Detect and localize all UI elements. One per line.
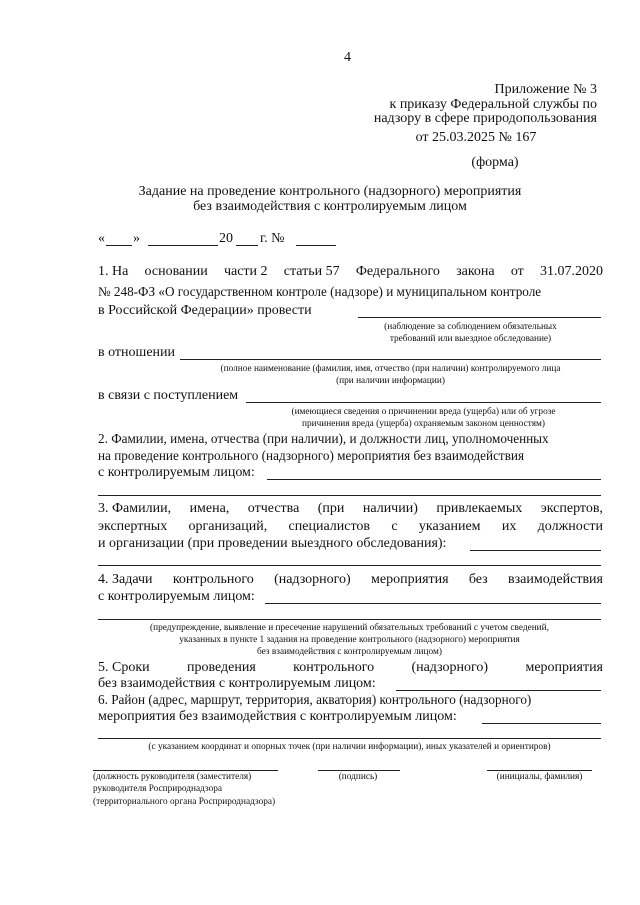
- item1-line-1: [98, 264, 603, 280]
- tasks-field[interactable]: [265, 603, 601, 604]
- number-field[interactable]: [296, 245, 336, 246]
- item3-word: имена,: [189, 501, 230, 516]
- area-field-extra[interactable]: [98, 738, 601, 739]
- item4-line-1: [98, 572, 603, 588]
- position-caption-2: руководителя Росприроднадзора: [93, 784, 222, 794]
- close-quote: »: [133, 231, 140, 246]
- item1-line-2: № 248-ФЗ «О государственном контроле (надзоре) и муниципальном контроле: [98, 284, 542, 299]
- item6-line-2: мероприятия без взаимодействия с контролируемым лицом:: [98, 709, 457, 724]
- hint-inspection-type-2: требований или выездное обследование): [389, 334, 552, 344]
- appendix-label: Приложение № 3: [494, 82, 597, 97]
- position-caption-1: (должность руководителя (заместителя): [93, 772, 252, 782]
- item5-word: мероприятия: [525, 660, 603, 675]
- item3-word: их: [501, 519, 517, 534]
- position-caption-3: (территориального органа Росприроднадзора): [93, 797, 276, 807]
- item4-word: мероприятия: [371, 572, 449, 587]
- hint-reason-1: (имеющиеся сведения о причинении вреда (ущерба) или об угрозе: [291, 407, 556, 417]
- hint-reason-2: причинения вреда (ущерба) охраняемым законом ценностям): [301, 419, 546, 429]
- item1-word: основании: [144, 264, 208, 279]
- item3-line-3: и организации (при проведении выездного обследования):: [98, 536, 447, 551]
- hint-inspection-type-1: (наблюдение за соблюдением обязательных: [384, 322, 557, 332]
- signature-field[interactable]: [318, 770, 400, 771]
- item6-line-1: 6. Район (адрес, маршрут, территория, акватория) контрольного (надзорного): [98, 692, 532, 707]
- order-line-2: надзору в сфере природопользования: [373, 111, 597, 126]
- authorized-persons-field-extra[interactable]: [98, 495, 601, 496]
- item2-line-2: на проведение контрольного (надзорного) мероприятия без взаимодействия: [98, 448, 525, 463]
- order-date: от 25.03.2025 № 167: [415, 130, 537, 145]
- item3-word: специалистов: [288, 519, 371, 534]
- item3-word: организаций,: [188, 519, 268, 534]
- item3-line-2: [98, 519, 603, 535]
- month-field[interactable]: [148, 245, 218, 246]
- item5-word: проведения: [186, 660, 256, 675]
- item4-word: без: [468, 572, 488, 587]
- inspection-type-field[interactable]: [358, 317, 601, 318]
- item3-word: экспертов,: [540, 501, 603, 516]
- order-line-1: к приказу Федеральной службы по: [389, 97, 597, 112]
- item3-word: экспертных: [98, 519, 168, 534]
- item1-word: 31.07.2020: [540, 264, 603, 279]
- item3-word: (при: [317, 501, 345, 516]
- terms-field[interactable]: [396, 690, 601, 691]
- year-field[interactable]: [236, 245, 258, 246]
- item3-word: 3. Фамилии,: [98, 501, 172, 516]
- item4-word: взаимодействия: [507, 572, 603, 587]
- experts-field-extra[interactable]: [98, 565, 601, 566]
- area-field[interactable]: [482, 723, 601, 724]
- controlled-entity-field[interactable]: [180, 359, 601, 360]
- relation-label: в отношении: [98, 345, 176, 360]
- hint-entity-2: (при наличии информации): [336, 376, 445, 386]
- item3-word: отчества: [247, 501, 300, 516]
- document-title-line-1: Задание на проведение контрольного (надзорного) мероприятия: [138, 184, 522, 199]
- item1-word: статьи 57: [283, 264, 340, 279]
- item5-word: контрольного: [293, 660, 375, 675]
- position-field[interactable]: [93, 770, 278, 771]
- signature-caption: (подпись): [338, 772, 378, 782]
- item2-line-3: с контролируемым лицом:: [98, 465, 255, 480]
- name-caption: (инициалы, фамилия): [496, 772, 583, 782]
- number-label: г. №: [260, 231, 285, 246]
- item3-word: должности: [537, 519, 603, 534]
- item3-word: наличии): [362, 501, 418, 516]
- item3-word: привлекаемых: [436, 501, 523, 516]
- open-quote: «: [98, 231, 105, 246]
- item3-line-1: [98, 501, 603, 517]
- reason-field[interactable]: [246, 402, 601, 403]
- experts-field[interactable]: [470, 550, 601, 551]
- hint-tasks-1: (предупреждение, выявление и пресечение нарушений обязательных требований с учетом сведений,: [150, 623, 549, 633]
- item5-word: 5. Сроки: [98, 660, 150, 675]
- item4-word: 4. Задачи: [98, 572, 153, 587]
- item2-line-1: 2. Фамилии, имена, отчества (при наличии), и должности лиц, уполномоченных: [98, 431, 549, 446]
- hint-tasks-2: указанных в пункте 1 задания на проведение контрольного (надзорного) мероприятия: [179, 635, 520, 645]
- item1-word: Федерального: [355, 264, 440, 279]
- authorized-persons-field[interactable]: [267, 479, 601, 480]
- reason-label: в связи с поступлением: [98, 388, 239, 403]
- item5-word: (надзорного): [411, 660, 489, 675]
- item3-word: указанием: [418, 519, 481, 534]
- item1-word: части 2: [223, 264, 268, 279]
- item4-word: (надзорного): [274, 572, 351, 587]
- item5-line-1: [98, 660, 603, 676]
- item1-line-3: в Российской Федерации» провести: [98, 303, 312, 318]
- document-title-line-2: без взаимодействия с контролируемым лицом: [193, 199, 467, 214]
- item3-word: с: [391, 519, 398, 534]
- form-label: (форма): [471, 155, 519, 170]
- hint-tasks-3: без взаимодействия с контролируемым лицом): [257, 647, 442, 657]
- item1-word: от: [510, 264, 524, 279]
- item5-line-2: без взаимодействия с контролируемым лицом:: [98, 676, 376, 691]
- item4-word: контрольного: [172, 572, 254, 587]
- day-field[interactable]: [106, 245, 132, 246]
- hint-area: (с указанием координат и опорных точек (при наличии информации), иных указателей и ориентиров): [148, 742, 551, 752]
- name-field[interactable]: [487, 770, 592, 771]
- tasks-field-extra[interactable]: [98, 619, 601, 620]
- item1-word: 1. На: [98, 264, 129, 279]
- year-prefix: 20: [219, 231, 233, 246]
- hint-entity-1: (полное наименование (фамилия, имя, отчество (при наличии) контролируемого лица: [220, 364, 561, 374]
- page-number: 4: [344, 50, 351, 65]
- item1-word: закона: [456, 264, 495, 279]
- item4-line-2: с контролируемым лицом:: [98, 589, 255, 604]
